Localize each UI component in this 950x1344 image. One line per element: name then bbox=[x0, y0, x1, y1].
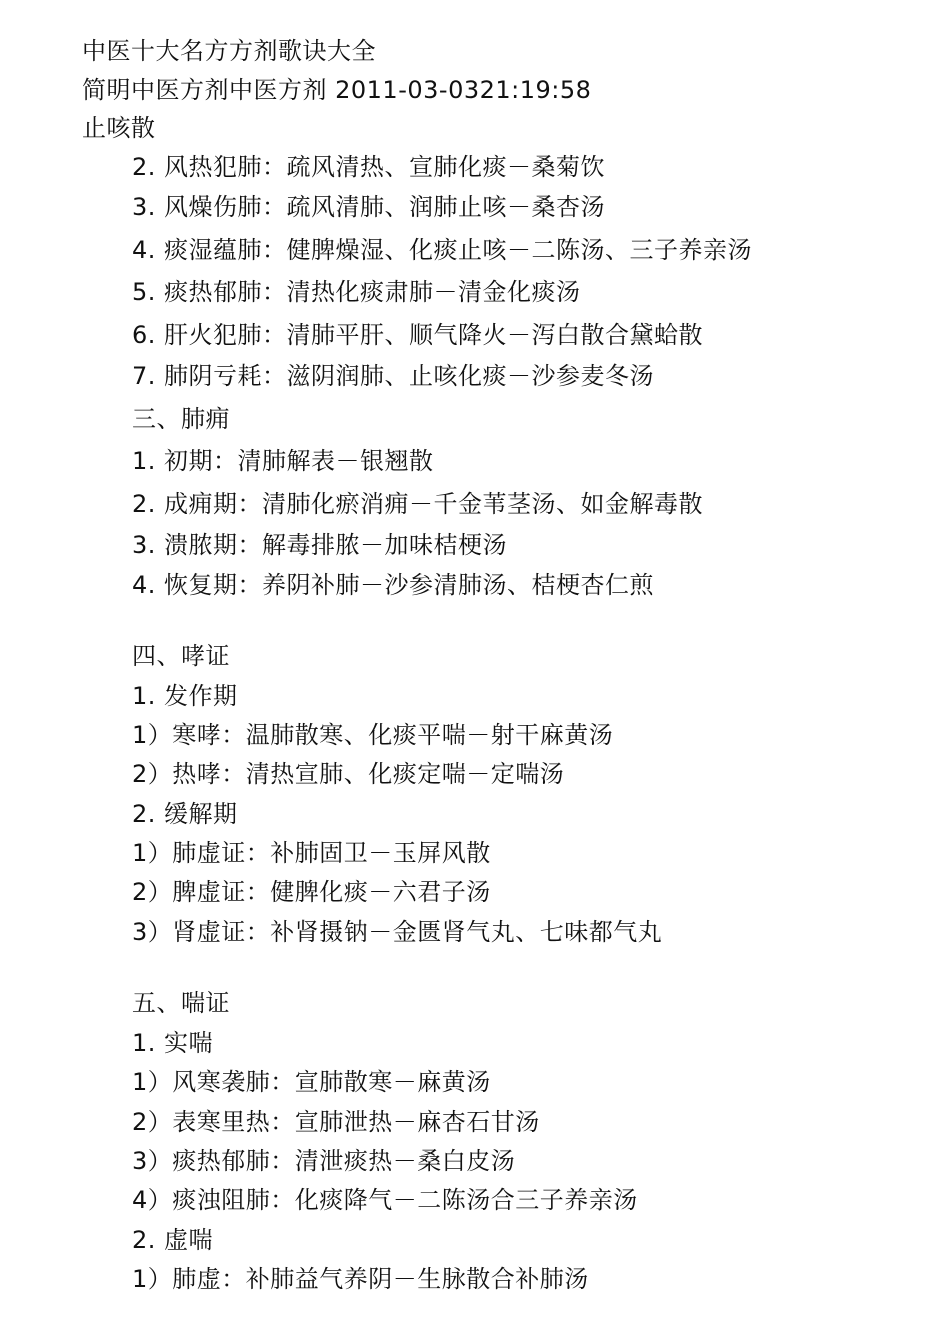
list-item: 3. 风燥伤肺：疏风清肺、润肺止咳－桑杏汤 bbox=[132, 193, 606, 221]
list-item: 2. 虚喘 bbox=[132, 1226, 214, 1254]
list-item: 1）肺虚证：补肺固卫－玉屏风散 bbox=[132, 839, 491, 867]
list-item: 1）肺虚：补肺益气养阴－生脉散合补肺汤 bbox=[132, 1265, 589, 1293]
list-item: 1）寒哮：温肺散寒、化痰平喘－射干麻黄汤 bbox=[132, 721, 614, 749]
list-item: 3）痰热郁肺：清泄痰热－桑白皮汤 bbox=[132, 1147, 516, 1175]
list-item: 2）脾虚证：健脾化痰－六君子汤 bbox=[132, 878, 491, 906]
section-heading: 五、喘证 bbox=[132, 989, 230, 1017]
list-item: 2）表寒里热：宣肺泄热－麻杏石甘汤 bbox=[132, 1108, 540, 1136]
list-item: 3）肾虚证：补肾摄钠－金匮肾气丸、七味都气丸 bbox=[132, 918, 663, 946]
list-item: 4. 恢复期：养阴补肺－沙参清肺汤、桔梗杏仁煎 bbox=[132, 571, 655, 599]
list-item: 1）风寒袭肺：宣肺散寒－麻黄汤 bbox=[132, 1068, 491, 1096]
list-item: 6. 肝火犯肺：清肺平肝、顺气降火－泻白散合黛蛤散 bbox=[132, 321, 704, 349]
list-item: 3. 溃脓期：解毒排脓－加味桔梗汤 bbox=[132, 531, 508, 559]
list-item: 4）痰浊阻肺：化痰降气－二陈汤合三子养亲汤 bbox=[132, 1186, 638, 1214]
section-heading: 四、哮证 bbox=[132, 642, 230, 670]
document-subtitle: 简明中医方剂中医方剂 2011-03-0321:19:58 bbox=[82, 76, 592, 104]
list-item: 2. 风热犯肺：疏风清热、宣肺化痰－桑菊饮 bbox=[132, 153, 606, 181]
list-item: 4. 痰湿蕴肺：健脾燥湿、化痰止咳－二陈汤、三子养亲汤 bbox=[132, 236, 753, 264]
list-item: 1. 发作期 bbox=[132, 682, 238, 710]
section-heading: 三、肺痈 bbox=[132, 405, 230, 433]
list-item: 2. 成痈期：清肺化瘀消痈－千金苇茎汤、如金解毒散 bbox=[132, 490, 704, 518]
list-item: 1. 实喘 bbox=[132, 1029, 214, 1057]
section-heading: 止咳散 bbox=[82, 114, 156, 142]
document-title: 中医十大名方方剂歌诀大全 bbox=[82, 37, 376, 65]
list-item: 2）热哮：清热宣肺、化痰定喘－定喘汤 bbox=[132, 760, 565, 788]
list-item: 7. 肺阴亏耗：滋阴润肺、止咳化痰－沙参麦冬汤 bbox=[132, 362, 655, 390]
list-item: 5. 痰热郁肺：清热化痰肃肺－清金化痰汤 bbox=[132, 278, 581, 306]
list-item: 1. 初期：清肺解表－银翘散 bbox=[132, 447, 434, 475]
list-item: 2. 缓解期 bbox=[132, 800, 238, 828]
